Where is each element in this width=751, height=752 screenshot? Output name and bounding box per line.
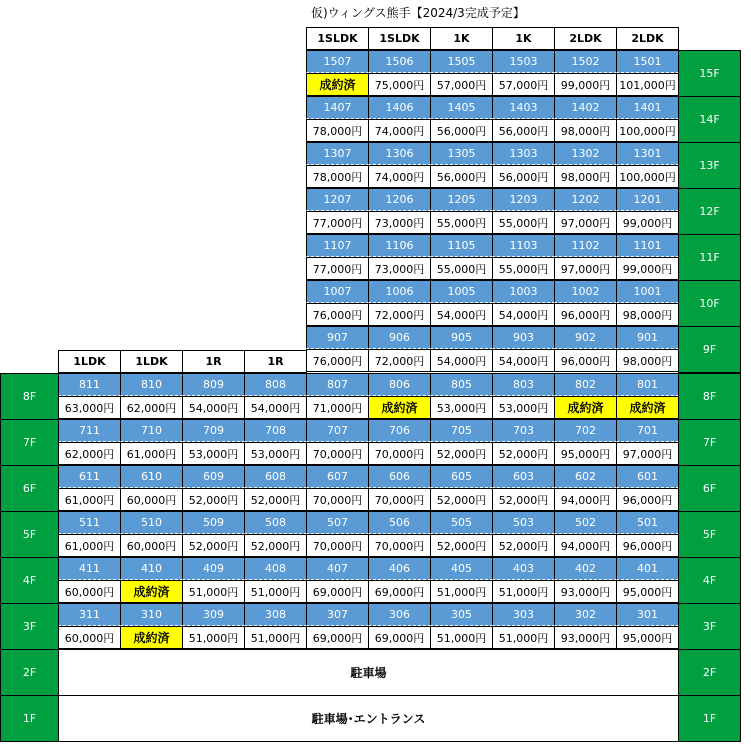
rent-309[interactable]: 51,000円: [182, 626, 245, 649]
rent-701[interactable]: 97,000円: [616, 442, 679, 465]
rent-1205[interactable]: 55,000円: [430, 211, 493, 234]
rent-711[interactable]: 62,000円: [58, 442, 121, 465]
rent-1406[interactable]: 74,000円: [368, 119, 431, 142]
room-number-1205: 1205: [430, 188, 493, 211]
sold-badge-806[interactable]: 成約済: [368, 396, 431, 419]
floor-label-right-5F: 5F: [678, 511, 741, 558]
column-header-8: 2LDK: [554, 27, 617, 50]
room-number-308: 308: [244, 603, 307, 626]
floor-label-right-14F: 14F: [678, 96, 741, 143]
room-number-307: 307: [306, 603, 369, 626]
room-number-811: 811: [58, 373, 121, 396]
rent-305[interactable]: 51,000円: [430, 626, 493, 649]
room-number-1003: 1003: [492, 280, 555, 303]
floor-label-right-4F: 4F: [678, 557, 741, 604]
room-number-609: 609: [182, 465, 245, 488]
room-number-1207: 1207: [306, 188, 369, 211]
room-number-401: 401: [616, 557, 679, 580]
room-number-1301: 1301: [616, 142, 679, 165]
room-number-1001: 1001: [616, 280, 679, 303]
room-number-1002: 1002: [554, 280, 617, 303]
room-number-1006: 1006: [368, 280, 431, 303]
column-header-3: 1R: [244, 350, 307, 373]
room-number-409: 409: [182, 557, 245, 580]
rent-1502[interactable]: 99,000円: [554, 73, 617, 96]
room-number-405: 405: [430, 557, 493, 580]
page-title: 仮)ウィングス熊手【2024/3完成予定】: [311, 6, 525, 20]
rent-607[interactable]: 70,000円: [306, 488, 369, 511]
rent-1003[interactable]: 54,000円: [492, 303, 555, 326]
room-number-508: 508: [244, 511, 307, 534]
sold-badge-310[interactable]: 成約済: [120, 626, 183, 649]
room-number-408: 408: [244, 557, 307, 580]
rent-705[interactable]: 52,000円: [430, 442, 493, 465]
column-header-6: 1K: [430, 27, 493, 50]
room-number-1101: 1101: [616, 234, 679, 257]
room-number-1506: 1506: [368, 50, 431, 73]
floor-label-right-6F: 6F: [678, 465, 741, 512]
rent-702[interactable]: 95,000円: [554, 442, 617, 465]
rent-1302[interactable]: 98,000円: [554, 165, 617, 188]
column-header-7: 1K: [492, 27, 555, 50]
rent-1306[interactable]: 74,000円: [368, 165, 431, 188]
sold-badge-802[interactable]: 成約済: [554, 396, 617, 419]
room-number-801: 801: [616, 373, 679, 396]
room-number-511: 511: [58, 511, 121, 534]
rent-807[interactable]: 71,000円: [306, 396, 369, 419]
rent-1002[interactable]: 96,000円: [554, 303, 617, 326]
rent-407[interactable]: 69,000円: [306, 580, 369, 603]
floor-label-right-1F: 1F: [678, 695, 741, 742]
sold-badge-410[interactable]: 成約済: [120, 580, 183, 603]
sold-badge-1507[interactable]: 成約済: [306, 73, 369, 96]
room-number-509: 509: [182, 511, 245, 534]
room-number-807: 807: [306, 373, 369, 396]
room-number-603: 603: [492, 465, 555, 488]
rent-503[interactable]: 52,000円: [492, 534, 555, 557]
rent-903[interactable]: 54,000円: [492, 349, 555, 372]
room-number-1503: 1503: [492, 50, 555, 73]
floor-label-left-5F: 5F: [0, 511, 59, 558]
rent-405[interactable]: 51,000円: [430, 580, 493, 603]
room-number-1206: 1206: [368, 188, 431, 211]
room-number-1105: 1105: [430, 234, 493, 257]
rent-506[interactable]: 70,000円: [368, 534, 431, 557]
room-number-1403: 1403: [492, 96, 555, 119]
rent-706[interactable]: 70,000円: [368, 442, 431, 465]
floor-label-right-12F: 12F: [678, 188, 741, 235]
rent-1307[interactable]: 78,000円: [306, 165, 369, 188]
room-number-1102: 1102: [554, 234, 617, 257]
rent-709[interactable]: 53,000円: [182, 442, 245, 465]
room-number-803: 803: [492, 373, 555, 396]
rent-901[interactable]: 98,000円: [616, 349, 679, 372]
room-number-510: 510: [120, 511, 183, 534]
sold-badge-801[interactable]: 成約済: [616, 396, 679, 419]
floor-label-right-2F: 2F: [678, 649, 741, 696]
rent-1106[interactable]: 73,000円: [368, 257, 431, 280]
room-number-1406: 1406: [368, 96, 431, 119]
rent-1005[interactable]: 54,000円: [430, 303, 493, 326]
floor-label-left-1F: 1F: [0, 695, 59, 742]
rent-502[interactable]: 94,000円: [554, 534, 617, 557]
room-number-708: 708: [244, 419, 307, 442]
floor-label-left-4F: 4F: [0, 557, 59, 604]
rent-1303[interactable]: 56,000円: [492, 165, 555, 188]
floor-label-right-7F: 7F: [678, 419, 741, 466]
room-number-311: 311: [58, 603, 121, 626]
room-number-306: 306: [368, 603, 431, 626]
room-number-1405: 1405: [430, 96, 493, 119]
rent-1102[interactable]: 97,000円: [554, 257, 617, 280]
room-number-702: 702: [554, 419, 617, 442]
rent-601[interactable]: 96,000円: [616, 488, 679, 511]
room-number-406: 406: [368, 557, 431, 580]
room-number-303: 303: [492, 603, 555, 626]
room-number-305: 305: [430, 603, 493, 626]
column-header-5: 1SLDK: [368, 27, 431, 50]
room-number-1505: 1505: [430, 50, 493, 73]
room-number-1305: 1305: [430, 142, 493, 165]
room-number-608: 608: [244, 465, 307, 488]
room-number-701: 701: [616, 419, 679, 442]
rent-1105[interactable]: 55,000円: [430, 257, 493, 280]
floor-label-left-7F: 7F: [0, 419, 59, 466]
room-number-703: 703: [492, 419, 555, 442]
rent-803[interactable]: 53,000円: [492, 396, 555, 419]
room-number-802: 802: [554, 373, 617, 396]
rent-1206[interactable]: 73,000円: [368, 211, 431, 234]
room-number-507: 507: [306, 511, 369, 534]
room-number-310: 310: [120, 603, 183, 626]
rent-301[interactable]: 95,000円: [616, 626, 679, 649]
rent-1202[interactable]: 97,000円: [554, 211, 617, 234]
rent-311[interactable]: 60,000円: [58, 626, 121, 649]
rent-603[interactable]: 52,000円: [492, 488, 555, 511]
room-number-903: 903: [492, 326, 555, 349]
rent-606[interactable]: 70,000円: [368, 488, 431, 511]
rent-611[interactable]: 61,000円: [58, 488, 121, 511]
room-number-1005: 1005: [430, 280, 493, 303]
room-number-502: 502: [554, 511, 617, 534]
room-number-302: 302: [554, 603, 617, 626]
room-number-902: 902: [554, 326, 617, 349]
rent-608[interactable]: 52,000円: [244, 488, 307, 511]
rent-508[interactable]: 52,000円: [244, 534, 307, 557]
rent-1501[interactable]: 101,000円: [616, 73, 679, 96]
rent-409[interactable]: 51,000円: [182, 580, 245, 603]
rent-307[interactable]: 69,000円: [306, 626, 369, 649]
rent-808[interactable]: 54,000円: [244, 396, 307, 419]
rent-505[interactable]: 52,000円: [430, 534, 493, 557]
floor-label-right-3F: 3F: [678, 603, 741, 650]
floor-label-right-13F: 13F: [678, 142, 741, 189]
room-number-1302: 1302: [554, 142, 617, 165]
floor-label-right-10F: 10F: [678, 280, 741, 327]
room-number-1106: 1106: [368, 234, 431, 257]
floor-label-left-3F: 3F: [0, 603, 59, 650]
room-number-706: 706: [368, 419, 431, 442]
room-number-1402: 1402: [554, 96, 617, 119]
room-number-506: 506: [368, 511, 431, 534]
rent-510[interactable]: 60,000円: [120, 534, 183, 557]
rent-1101[interactable]: 99,000円: [616, 257, 679, 280]
rent-703[interactable]: 52,000円: [492, 442, 555, 465]
floor-label-left-6F: 6F: [0, 465, 59, 512]
rent-907[interactable]: 76,000円: [306, 349, 369, 372]
rent-1305[interactable]: 56,000円: [430, 165, 493, 188]
room-number-710: 710: [120, 419, 183, 442]
floor-label-right-15F: 15F: [678, 50, 741, 97]
rent-308[interactable]: 51,000円: [244, 626, 307, 649]
rent-509[interactable]: 52,000円: [182, 534, 245, 557]
rent-809[interactable]: 54,000円: [182, 396, 245, 419]
room-number-1201: 1201: [616, 188, 679, 211]
column-header-0: 1LDK: [58, 350, 121, 373]
room-number-1203: 1203: [492, 188, 555, 211]
room-number-1307: 1307: [306, 142, 369, 165]
floor-label-right-9F: 9F: [678, 326, 741, 373]
rent-811[interactable]: 63,000円: [58, 396, 121, 419]
room-number-1501: 1501: [616, 50, 679, 73]
room-number-402: 402: [554, 557, 617, 580]
column-header-9: 2LDK: [616, 27, 679, 50]
room-number-906: 906: [368, 326, 431, 349]
rent-602[interactable]: 94,000円: [554, 488, 617, 511]
rent-1107[interactable]: 77,000円: [306, 257, 369, 280]
band-2F: 駐車場: [58, 649, 679, 696]
floor-label-left-8F: 8F: [0, 373, 59, 420]
rent-1401[interactable]: 100,000円: [616, 119, 679, 142]
rent-501[interactable]: 96,000円: [616, 534, 679, 557]
rent-810[interactable]: 62,000円: [120, 396, 183, 419]
rent-1207[interactable]: 77,000円: [306, 211, 369, 234]
rent-1006[interactable]: 72,000円: [368, 303, 431, 326]
rent-710[interactable]: 61,000円: [120, 442, 183, 465]
room-number-411: 411: [58, 557, 121, 580]
room-number-808: 808: [244, 373, 307, 396]
room-number-1007: 1007: [306, 280, 369, 303]
floor-label-right-8F: 8F: [678, 373, 741, 420]
rent-905[interactable]: 54,000円: [430, 349, 493, 372]
room-number-1502: 1502: [554, 50, 617, 73]
room-number-505: 505: [430, 511, 493, 534]
room-number-301: 301: [616, 603, 679, 626]
room-number-601: 601: [616, 465, 679, 488]
rent-402[interactable]: 93,000円: [554, 580, 617, 603]
room-number-806: 806: [368, 373, 431, 396]
room-number-1401: 1401: [616, 96, 679, 119]
room-number-1107: 1107: [306, 234, 369, 257]
rent-708[interactable]: 53,000円: [244, 442, 307, 465]
rent-403[interactable]: 51,000円: [492, 580, 555, 603]
rent-1405[interactable]: 56,000円: [430, 119, 493, 142]
rent-902[interactable]: 96,000円: [554, 349, 617, 372]
room-number-707: 707: [306, 419, 369, 442]
room-number-605: 605: [430, 465, 493, 488]
rent-605[interactable]: 52,000円: [430, 488, 493, 511]
rent-805[interactable]: 53,000円: [430, 396, 493, 419]
rent-610[interactable]: 60,000円: [120, 488, 183, 511]
room-number-501: 501: [616, 511, 679, 534]
room-number-1202: 1202: [554, 188, 617, 211]
room-number-309: 309: [182, 603, 245, 626]
room-number-503: 503: [492, 511, 555, 534]
room-number-607: 607: [306, 465, 369, 488]
room-number-606: 606: [368, 465, 431, 488]
band-1F: 駐車場･エントランス: [58, 695, 679, 742]
rent-507[interactable]: 70,000円: [306, 534, 369, 557]
room-number-1507: 1507: [306, 50, 369, 73]
rent-306[interactable]: 69,000円: [368, 626, 431, 649]
room-number-407: 407: [306, 557, 369, 580]
room-number-1103: 1103: [492, 234, 555, 257]
rent-1007[interactable]: 76,000円: [306, 303, 369, 326]
rent-401[interactable]: 95,000円: [616, 580, 679, 603]
rent-1407[interactable]: 78,000円: [306, 119, 369, 142]
rent-1201[interactable]: 99,000円: [616, 211, 679, 234]
rent-511[interactable]: 61,000円: [58, 534, 121, 557]
room-number-1306: 1306: [368, 142, 431, 165]
room-number-901: 901: [616, 326, 679, 349]
rent-1203[interactable]: 55,000円: [492, 211, 555, 234]
rent-1301[interactable]: 100,000円: [616, 165, 679, 188]
rent-408[interactable]: 51,000円: [244, 580, 307, 603]
column-header-4: 1SLDK: [306, 27, 369, 50]
rent-1103[interactable]: 55,000円: [492, 257, 555, 280]
room-number-403: 403: [492, 557, 555, 580]
rent-906[interactable]: 72,000円: [368, 349, 431, 372]
room-number-709: 709: [182, 419, 245, 442]
rent-411[interactable]: 60,000円: [58, 580, 121, 603]
room-number-1407: 1407: [306, 96, 369, 119]
room-number-610: 610: [120, 465, 183, 488]
rent-707[interactable]: 70,000円: [306, 442, 369, 465]
rent-1403[interactable]: 56,000円: [492, 119, 555, 142]
column-header-1: 1LDK: [120, 350, 183, 373]
rent-406[interactable]: 69,000円: [368, 580, 431, 603]
rent-1505[interactable]: 57,000円: [430, 73, 493, 96]
rent-1001[interactable]: 98,000円: [616, 303, 679, 326]
room-number-810: 810: [120, 373, 183, 396]
room-number-602: 602: [554, 465, 617, 488]
floor-label-right-11F: 11F: [678, 234, 741, 281]
room-number-805: 805: [430, 373, 493, 396]
room-number-611: 611: [58, 465, 121, 488]
room-number-907: 907: [306, 326, 369, 349]
room-number-809: 809: [182, 373, 245, 396]
rent-609[interactable]: 52,000円: [182, 488, 245, 511]
floor-label-left-2F: 2F: [0, 649, 59, 696]
rent-1503[interactable]: 57,000円: [492, 73, 555, 96]
rent-1506[interactable]: 75,000円: [368, 73, 431, 96]
room-number-705: 705: [430, 419, 493, 442]
rent-303[interactable]: 51,000円: [492, 626, 555, 649]
room-number-711: 711: [58, 419, 121, 442]
rent-1402[interactable]: 98,000円: [554, 119, 617, 142]
room-number-1303: 1303: [492, 142, 555, 165]
rent-302[interactable]: 93,000円: [554, 626, 617, 649]
room-number-905: 905: [430, 326, 493, 349]
room-number-410: 410: [120, 557, 183, 580]
column-header-2: 1R: [182, 350, 245, 373]
